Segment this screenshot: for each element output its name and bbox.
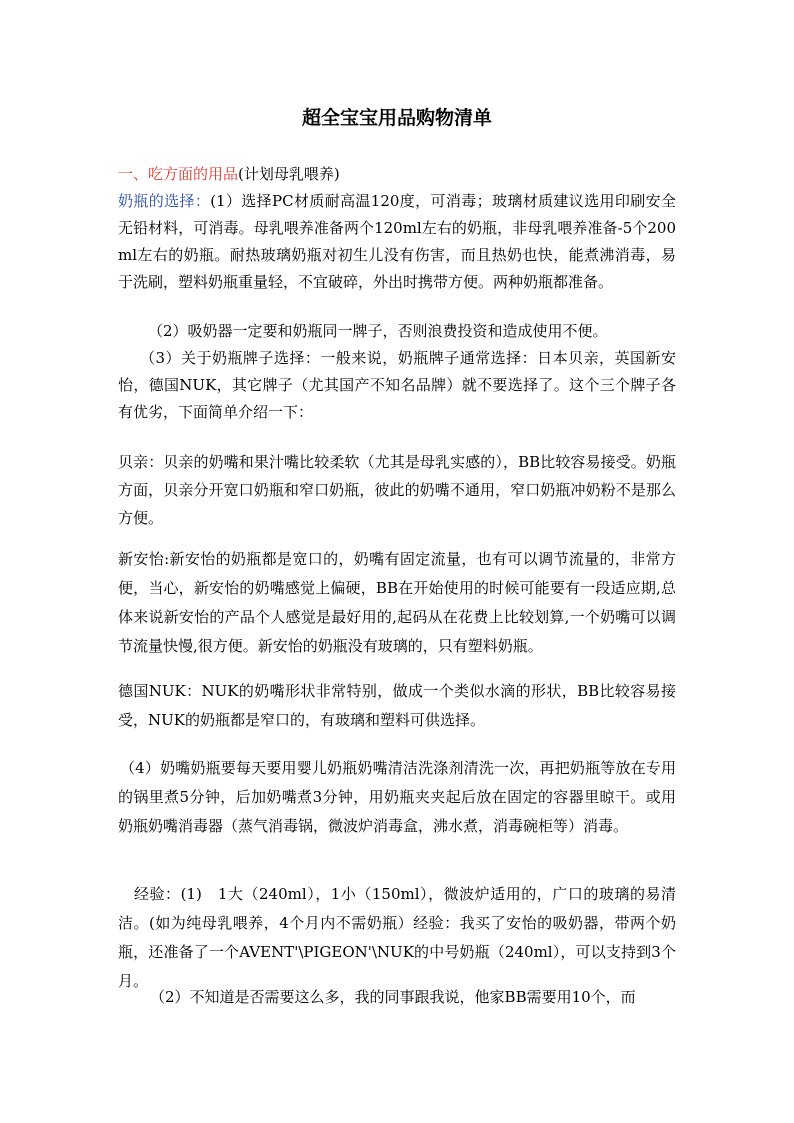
paragraph-nuk: 德国NUK：NUK的奶嘴形状非常特别，做成一个类似水滴的形状，BB比较容易接受，NUK的奶瓶都是窄口的，有玻璃和塑料可供选择。 [118, 682, 676, 729]
section-heading-text: 一、吃方面的用品 [118, 165, 239, 183]
paragraph-experience-1: 经验：(1) 1大（240ml），1小（150ml），微波炉适用的，广口的玻璃的易清洁。(如为纯母乳喂养，4个月内不需奶瓶）经验：我买了安怡的吸奶器，带两个奶瓶，还准备了一个AVENT'\PIGEON'\NUK的中号奶瓶（240ml），可以支持到3个月。 [118, 885, 676, 990]
paragraph-item-3: （3）关于奶瓶牌子选择：一般来说，奶瓶牌子通常选择：日本贝亲，英国新安怡，德国NUK，其它牌子（尤其国产不知名品牌）就不要选择了。这个三个牌子各有优劣，下面简单介绍一下： [118, 349, 676, 421]
paragraph-bottle-select [118, 188, 676, 296]
paragraph-avent: 新安怡:新安怡的奶瓶都是宽口的，奶嘴有固定流量，也有可以调节流量的，非常方便，当心，新安怡的奶嘴感觉上偏硬，BB在开始使用的时候可能要有一段适应期,总体来说新安怡的产品个人感觉是最好用的,起码从在花费上比较划算,一个奶嘴可以调节流量快慢,很方便。新安怡的奶瓶没有玻璃的，只有塑料奶瓶。 [118, 550, 676, 655]
paragraph-item-2: （2）吸奶器一定要和奶瓶同一牌子，否则浪费投资和造成使用不便。 [148, 322, 608, 340]
paragraph-item-4: （4）奶嘴奶瓶要每天要用婴儿奶瓶奶嘴清洁洗涤剂清洗一次，再把奶瓶等放在专用的锅里煮5分钟，后加奶嘴煮3分钟，用奶瓶夹夹起后放在固定的容器里晾干。或用奶瓶奶嘴消毒器（蒸气消毒锅，微波炉消毒盒，沸水煮，消毒碗柜等）消毒。 [118, 759, 676, 835]
page-title: 超全宝宝用品购物清单 [301, 107, 492, 129]
bottle-select-label: 奶瓶的选择： [118, 192, 211, 210]
section-heading-note: (计划母乳喂养) [238, 165, 340, 183]
section-heading-food [118, 161, 676, 188]
bottle-select-text: (1）选择PC材质耐高温120度，可消毒；玻璃材质建议选用印刷安全无铅材料，可消毒。母乳喂养准备两个120ml左右的奶瓶，非母乳喂养准备-5个200ml左右的奶瓶。耐热玻璃奶瓶对初生儿没有伤害，而且热奶也快，能煮沸消毒，易于洗刷，塑料奶瓶重量轻，不宜破碎，外出时携带方便。两种奶瓶都准备。 [118, 192, 676, 291]
paragraph-pigeon: 贝亲：贝亲的奶嘴和果汁嘴比较柔软（尤其是母乳实感的），BB比较容易接受。奶瓶方面，贝亲分开宽口奶瓶和窄口奶瓶，彼此的奶嘴不通用，窄口奶瓶冲奶粉不是那么方便。 [118, 453, 676, 527]
paragraph-experience-2: （2）不知道是否需要这么多，我的同事跟我说，他家BB需要用10个，而 [150, 988, 636, 1006]
